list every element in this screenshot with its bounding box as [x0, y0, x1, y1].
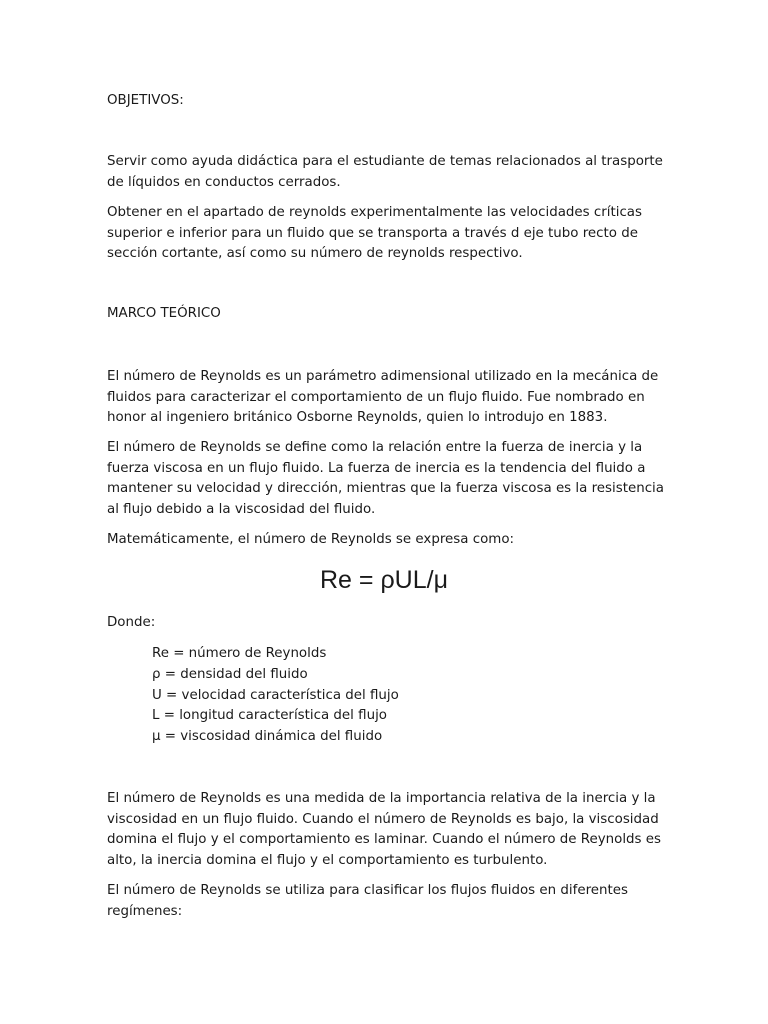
- variable-list: [152, 644, 399, 748]
- variable-item: μ = viscosidad dinámica del fluido: [152, 729, 383, 745]
- theory-heading: MARCO TEÓRICO: [107, 306, 221, 321]
- variable-item: Re = número de Reynolds: [152, 646, 327, 661]
- variable-item: L = longitud característica del flujo: [152, 708, 387, 724]
- objective-paragraph-2: Obtener en el apartado de reynolds experimentalmente las velocidades críticas superior e inferior para un fluido que se transporta a través d eje tubo recto de sección cortante, así como su número de reynolds respectivo.: [107, 205, 642, 262]
- theory-paragraph-3: Matemáticamente, el número de Reynolds se expresa como:: [107, 532, 515, 547]
- reynolds-formula: Re = ρUL/μ: [320, 566, 448, 594]
- variable-item: U = velocidad característica del flujo: [152, 687, 399, 703]
- objectives-heading: OBJETIVOS:: [107, 93, 184, 108]
- theory-paragraph-5: El número de Reynolds se utiliza para clasificar los flujos fluidos en diferentes regímenes:: [107, 883, 628, 919]
- theory-paragraph-4: El número de Reynolds es una medida de la importancia relativa de la inercia y la viscosidad en un flujo fluido. Cuando el número de Reynolds es bajo, la viscosidad domina el flujo y el comportamiento es laminar. Cuando el número de Reynolds es alto, la inercia domina el flujo y el comportamiento es turbulento.: [107, 791, 662, 868]
- theory-paragraph-2: El número de Reynolds se define como la relación entre la fuerza de inercia y la fuerza viscosa en un flujo fluido. La fuerza de inercia es la tendencia del fluido a mantener su velocidad y dirección, mientras que la fuerza viscosa es la resistencia al flujo debido a la viscosidad del fluido.: [107, 440, 664, 517]
- variable-item: ρ = densidad del fluido: [152, 666, 308, 682]
- theory-paragraph-1: El número de Reynolds es un parámetro adimensional utilizado en la mecánica de fluidos para caracterizar el comportamiento de un flujo fluido. Fue nombrado en honor al ingeniero británico Osborne Reynolds, quien lo introdujo en 1883.: [107, 369, 659, 426]
- where-label: Donde:: [107, 615, 156, 630]
- objective-paragraph-1: Servir como ayuda didáctica para el estudiante de temas relacionados al trasporte de líquidos en conductos cerrados.: [107, 154, 663, 190]
